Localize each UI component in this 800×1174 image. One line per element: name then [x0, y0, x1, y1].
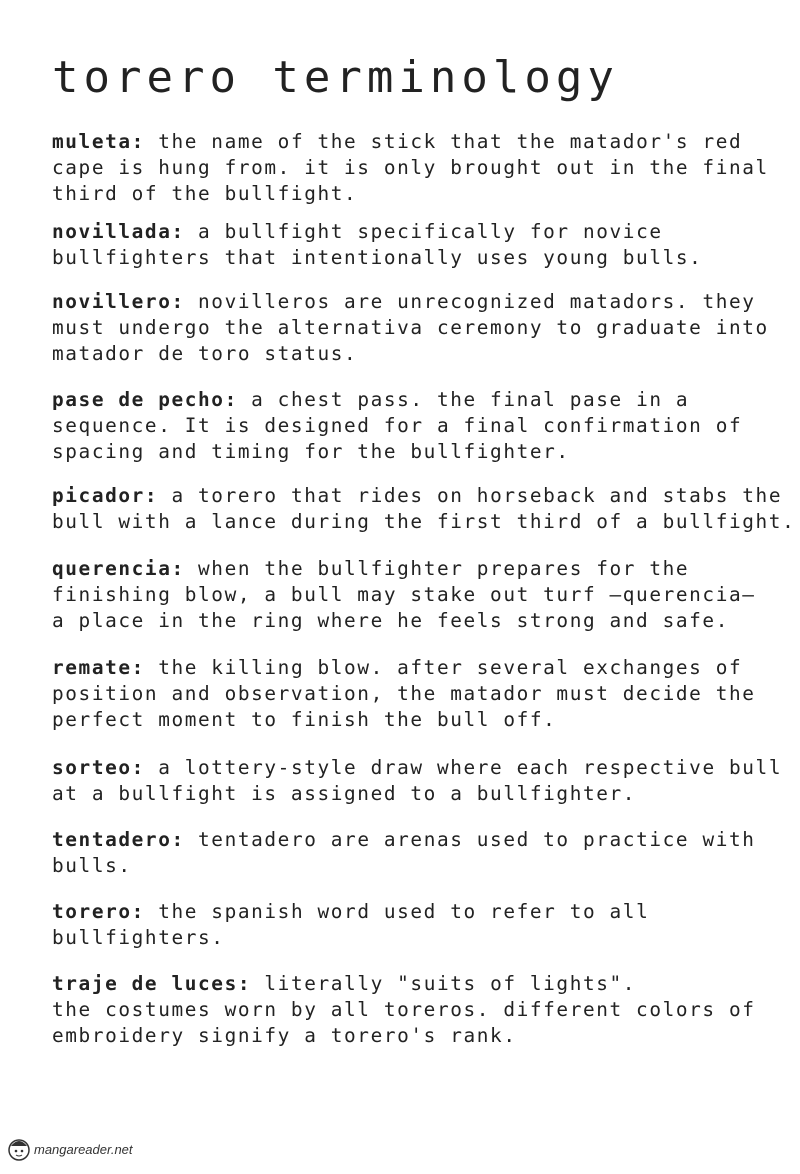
definition-line: [52, 781, 782, 807]
definition-text: when the bullfighter prepares for the: [198, 557, 690, 580]
definition-text: a bullfight specifically for novice: [198, 220, 663, 243]
entry-first-line: [52, 129, 782, 155]
definition-line: [52, 439, 782, 465]
definition-line: [52, 1023, 782, 1049]
glossary-entry: [52, 971, 782, 1048]
glossary-term: novillada:: [52, 220, 185, 243]
glossary-entry: [52, 556, 782, 633]
glossary-entry: [52, 289, 782, 366]
definition-text: sequence. It is designed for a final confirmation of: [52, 413, 743, 437]
definition-text: perfect moment to finish the bull off.: [52, 707, 557, 731]
definition-text: must undergo the alternativa ceremony to graduate into: [52, 315, 769, 339]
definition-text: a chest pass. the final pase in a: [251, 388, 690, 411]
glossary-term: querencia:: [52, 557, 185, 580]
entry-first-line: [52, 899, 782, 925]
definition-text: a lottery-style draw where each respective bull: [158, 756, 783, 779]
definition-line: [52, 997, 782, 1023]
definition-text: bull with a lance during the first third of a bullfight.: [52, 509, 796, 533]
definition-line: [52, 155, 782, 181]
entry-first-line: [52, 827, 782, 853]
glossary-entry: [52, 755, 782, 807]
entry-first-line: [52, 755, 782, 781]
page-title: torero terminology: [52, 52, 619, 103]
glossary-entry: [52, 655, 782, 732]
glossary-term: novillero:: [52, 290, 185, 313]
definition-text: novilleros are unrecognized matadors. they: [198, 290, 756, 313]
glossary-entry: [52, 219, 782, 271]
definition-text: the name of the stick that the matador's red: [158, 130, 743, 153]
definition-line: [52, 582, 782, 608]
glossary-term: tentadero:: [52, 828, 185, 851]
definition-line: [52, 853, 782, 879]
glossary-entry: [52, 129, 782, 206]
definition-text: matador de toro status.: [52, 341, 358, 365]
definition-line: [52, 315, 782, 341]
definition-text: bullfighters.: [52, 925, 225, 949]
entry-first-line: [52, 655, 782, 681]
glossary-term: torero:: [52, 900, 145, 923]
definition-text: the killing blow. after several exchanges of: [158, 656, 743, 679]
definition-text: embroidery signify a torero's rank.: [52, 1023, 517, 1047]
definition-text: tentadero are arenas used to practice with: [198, 828, 756, 851]
entry-first-line: [52, 556, 782, 582]
definition-text: spacing and timing for the bullfighter.: [52, 439, 570, 463]
definition-line: [52, 413, 782, 439]
definition-line: [52, 509, 796, 535]
definition-text: the costumes worn by all toreros. different colors of: [52, 997, 756, 1021]
definition-text: bulls.: [52, 853, 132, 877]
definition-line: [52, 245, 782, 271]
glossary-term: picador:: [52, 484, 159, 507]
definition-text: position and observation, the matador must decide the: [52, 681, 756, 705]
watermark-text: mangareader.net: [34, 1141, 133, 1157]
definition-line: [52, 608, 782, 634]
manga-face-icon: [6, 1136, 32, 1162]
glossary-entry: [52, 827, 782, 879]
entry-first-line: [52, 483, 782, 509]
definition-text: finishing blow, a bull may stake out turf —querencia—: [52, 582, 756, 606]
glossary-term: sorteo:: [52, 756, 145, 779]
glossary-entry: [52, 483, 796, 535]
definition-text: literally "suits of lights".: [264, 972, 637, 995]
definition-line: [52, 341, 782, 367]
definition-line: [52, 707, 782, 733]
definition-text: cape is hung from. it is only brought out in the final: [52, 155, 769, 179]
definition-text: a place in the ring where he feels strong and safe.: [52, 608, 729, 632]
glossary-entry: [52, 899, 782, 951]
definition-text: bullfighters that intentionally uses young bulls.: [52, 245, 703, 269]
entry-first-line: [52, 289, 782, 315]
glossary-entry: [52, 387, 782, 464]
definition-text: a torero that rides on horseback and stabs the: [171, 484, 783, 507]
entry-first-line: [52, 219, 782, 245]
definition-line: [52, 681, 782, 707]
glossary-term: traje de luces:: [52, 972, 252, 995]
glossary-term: muleta:: [52, 130, 145, 153]
definition-line: [52, 925, 782, 951]
glossary-term: remate:: [52, 656, 145, 679]
entry-first-line: [52, 971, 782, 997]
glossary-term: pase de pecho:: [52, 388, 238, 411]
definition-line: [52, 181, 782, 207]
watermark: [6, 1136, 133, 1162]
entry-first-line: [52, 387, 782, 413]
definition-text: third of the bullfight.: [52, 181, 358, 205]
definition-text: the spanish word used to refer to all: [158, 900, 650, 923]
definition-text: at a bullfight is assigned to a bullfighter.: [52, 781, 637, 805]
